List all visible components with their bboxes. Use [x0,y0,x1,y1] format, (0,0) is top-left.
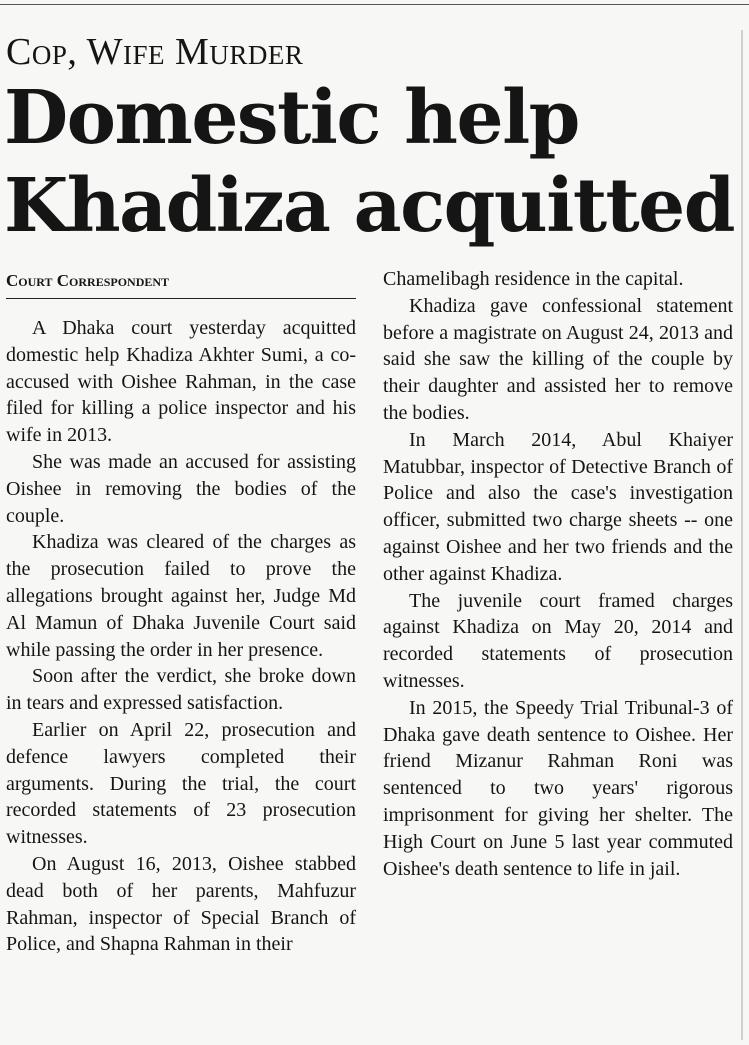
byline-divider [6,298,356,299]
top-rule [0,4,749,5]
paragraph: Khadiza gave confessional statement before a magistrate on August 24, 2013 and said she saw the killing of the couple by their daughter and assisted her to remove the bodies. [383,294,733,424]
paragraph: In March 2014, Abul Khaiyer Matubbar, inspector of Detective Branch of Police and also the case's investigation officer, submitted two charge sheets -- one against Oishee and her two friends and the other against Khadiza. [383,428,733,585]
headline-line: Khadiza acquitted [4,163,735,249]
paragraph: The juvenile court framed charges against Khadiza on May 20, 2014 and recorded statements of prosecution witnesses. [383,589,733,692]
headline-line: Domestic help [4,75,579,161]
paragraph: She was made an accused for assisting Oishee in removing the bodies of the couple. [6,450,356,527]
paragraph: A Dhaka court yesterday acquitted domestic help Khadiza Akhter Sumi, a co-accused with Oishee Rahman, in the case filed for killing a police inspector and his wife in 2013. [6,317,356,447]
article-column-right [383,266,733,882]
paragraph: Soon after the verdict, she broke down in tears and expressed satisfaction. [6,665,356,715]
byline: Court Correspondent [6,271,170,290]
article-column-left [6,315,356,958]
paragraph-continued: Chamelibagh residence in the capital. [383,268,684,290]
headline [4,74,744,250]
paragraph: Khadiza was cleared of the charges as the prosecution failed to prove the allegations brought against her, Judge Md Al Mamun of Dhaka Juvenile Court said while passing the order in her presence. [6,531,356,661]
kicker: Cop, Wife Murder [6,31,304,73]
paragraph: Earlier on April 22, prosecution and defence lawyers completed their arguments. During the trial, the court recorded statements of 23 prosecution witnesses. [6,718,356,849]
paragraph: In 2015, the Speedy Trial Tribunal-3 of Dhaka gave death sentence to Oishee. Her friend Mizanur Rahman Roni was sentenced to two years' rigorous imprisonment for giving her shelter. The High Court on June 5 last year commuted Oishee's death sentence to life in jail. [383,696,733,880]
paragraph: On August 16, 2013, Oishee stabbed dead both of her parents, Mahfuzur Rahman, inspector of Special Branch of Police, and Shapna Rahman in their [6,852,356,956]
